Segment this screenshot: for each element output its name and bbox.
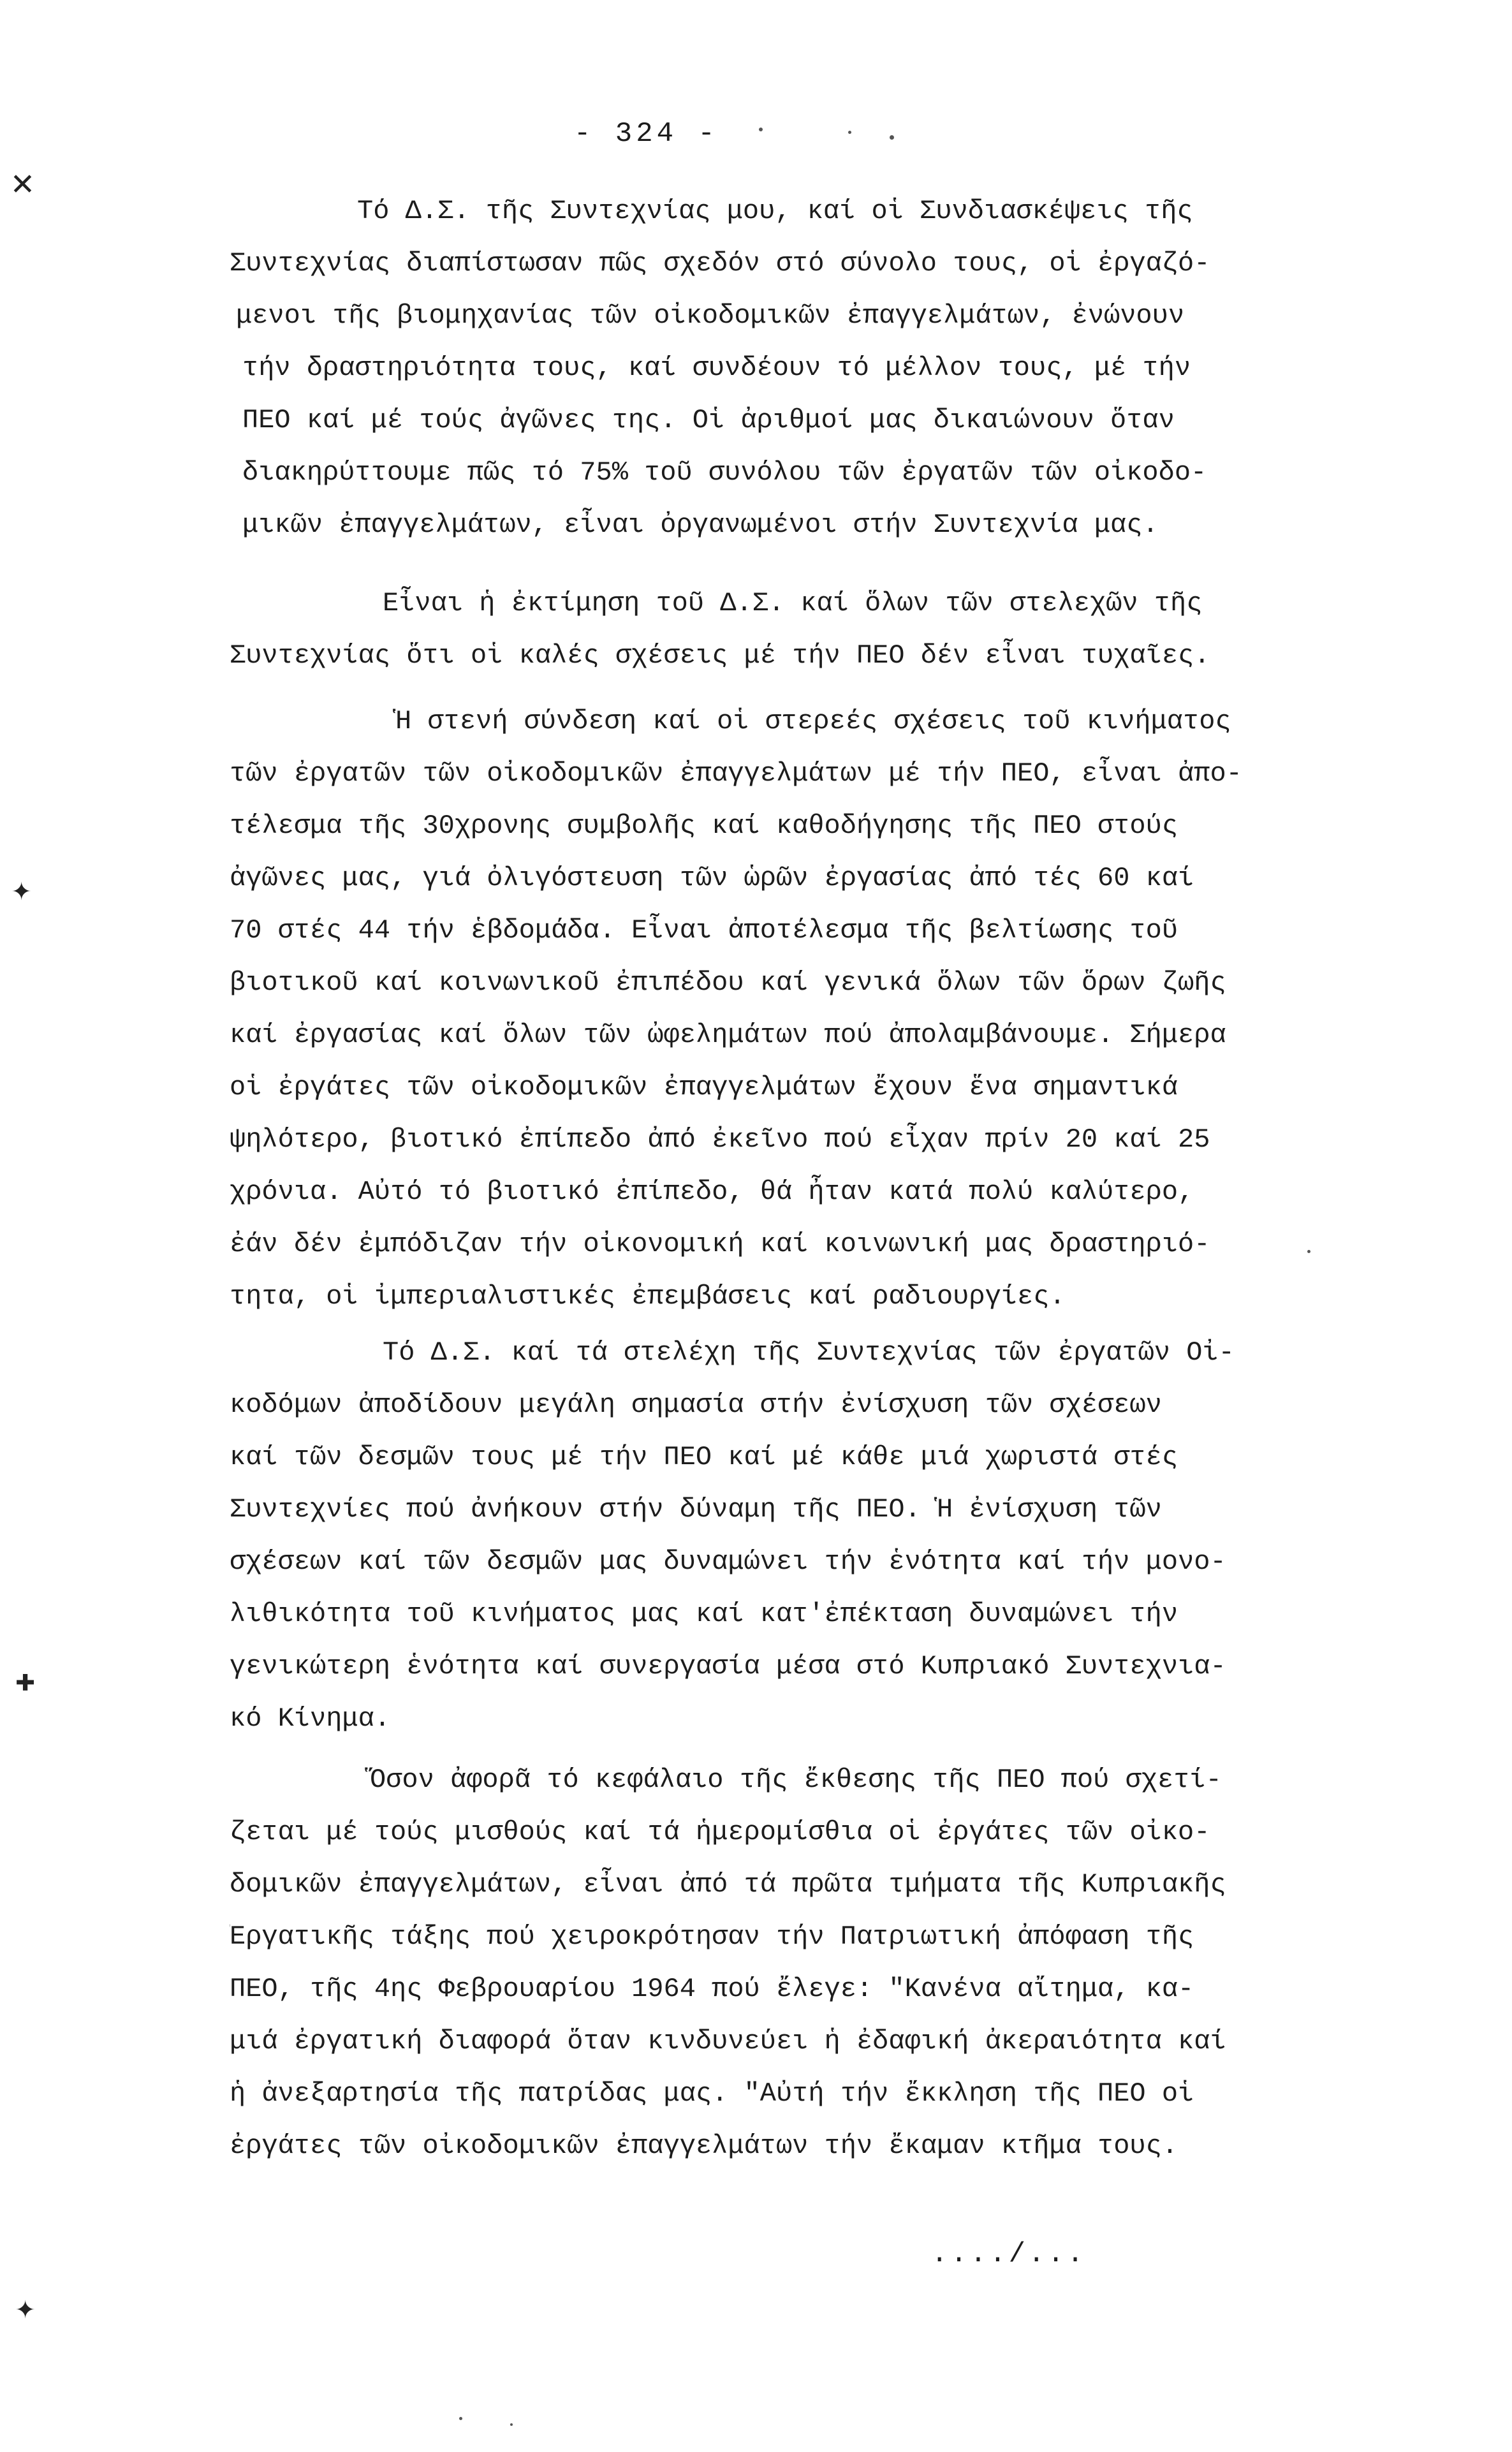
- scan-speck: [459, 2417, 462, 2420]
- text-line: ἐργάτες τῶν οἰκοδομικῶν ἐπαγγελμάτων τήν ἔκαμαν κτῆμα τους.: [230, 2131, 1178, 2161]
- text-line: Ἡ στενή σύνδεση καί οἱ στερεές σχέσεις τοῦ κινήματος: [395, 706, 1231, 737]
- paragraph-2: [230, 577, 1352, 682]
- text-line: μιά ἐργατική διαφορά ὅταν κινδυνεύει ἡ ἐδαφική ἀκεραιότητα καί: [230, 2026, 1226, 2057]
- continuation-mark: ..../...: [931, 2238, 1087, 2270]
- text-line: ψηλότερο, βιοτικό ἐπίπεδο ἀπό ἐκεῖνο πού εἶχαν πρίν 20 καί 25: [230, 1124, 1210, 1155]
- margin-punch-mark: ✚: [15, 1663, 36, 1701]
- paragraph-5: [230, 1754, 1352, 2172]
- paragraph-3: [230, 695, 1352, 1323]
- text-line: τῶν ἐργατῶν τῶν οἰκοδομικῶν ἐπαγγελμάτων μέ τήν ΠΕΟ, εἶναι ἀπο-: [230, 758, 1242, 789]
- text-line: ἐάν δέν ἐμπόδιζαν τήν οἰκονομική καί κοινωνική μας δραστηριό-: [230, 1229, 1210, 1259]
- text-line: σχέσεων καί τῶν δεσμῶν μας δυναμώνει τήν ἑνότητα καί τήν μονο-: [230, 1546, 1226, 1577]
- paragraph-4: [230, 1326, 1352, 1745]
- text-line: δομικῶν ἐπαγγελμάτων, εἶναι ἀπό τά πρῶτα τμήματα τῆς Κυπριακῆς: [230, 1869, 1226, 1900]
- text-line: Εἶναι ἡ ἐκτίμηση τοῦ Δ.Σ. καί ὅλων τῶν στελεχῶν τῆς: [383, 588, 1203, 619]
- scan-speck: [890, 135, 894, 140]
- text-line: χρόνια. Αὐτό τό βιοτικό ἐπίπεδο, θά ἦταν κατά πολύ καλύτερο,: [230, 1177, 1194, 1207]
- scan-speck: [1307, 1250, 1310, 1253]
- text-line: τήν δραστηριότητα τους, καί συνδέουν τό μέλλον τους, μέ τήν: [242, 353, 1191, 383]
- text-line: Τό Δ.Σ. καί τά στελέχη τῆς Συντεχνίας τῶν ἐργατῶν Οἰ-: [383, 1337, 1235, 1368]
- scan-speck: [510, 2423, 513, 2426]
- text-line: διακηρύττουμε πῶς τό 75% τοῦ συνόλου τῶν ἐργατῶν τῶν οἰκοδο-: [242, 457, 1207, 488]
- text-line: λιθικότητα τοῦ κινήματος μας καί κατ'ἐπέκταση δυναμώνει τήν: [230, 1599, 1178, 1629]
- text-line: Ἐργατικῆς τάξης πού χειροκρότησαν τήν Πατριωτική ἀπόφαση τῆς: [230, 1921, 1194, 1952]
- text-line: τητα, οἱ ἰμπεριαλιστικές ἐπεμβάσεις καί ραδιουργίες.: [230, 1281, 1066, 1312]
- text-line: Συντεχνίες πού ἀνήκουν στήν δύναμη τῆς ΠΕΟ. Ἡ ἐνίσχυση τῶν: [230, 1494, 1162, 1525]
- text-line: Συντεχνίας ὅτι οἱ καλές σχέσεις μέ τήν ΠΕΟ δέν εἶναι τυχαῖες.: [230, 640, 1210, 671]
- text-line: κοδόμων ἀποδίδουν μεγάλη σημασία στήν ἐνίσχυση τῶν σχέσεων: [230, 1390, 1162, 1420]
- margin-punch-mark: ✦: [15, 2291, 36, 2328]
- text-line: μενοι τῆς βιομηχανίας τῶν οἰκοδομικῶν ἐπαγγελμάτων, ἐνώνουν: [236, 300, 1185, 331]
- page-number: - 324 -: [574, 118, 719, 150]
- margin-punch-mark: ✦: [11, 872, 32, 910]
- text-line: τέλεσμα τῆς 30χρονης συμβολῆς καί καθοδήγησης τῆς ΠΕΟ στούς: [230, 811, 1178, 841]
- scan-speck: [848, 131, 851, 134]
- text-line: καί ἐργασίας καί ὅλων τῶν ὠφελημάτων πού ἀπολαμβάνουμε. Σήμερα: [230, 1020, 1226, 1050]
- text-line: ζεται μέ τούς μισθούς καί τά ἡμερομίσθια οἱ ἐργάτες τῶν οἰκο-: [230, 1817, 1210, 1847]
- text-line: ἡ ἀνεξαρτησία τῆς πατρίδας μας. "Αὐτή τήν ἔκκληση τῆς ΠΕΟ οἱ: [230, 2078, 1194, 2109]
- text-line: ἀγῶνες μας, γιά ὀλιγόστευση τῶν ὡρῶν ἐργασίας ἀπό τές 60 καί: [230, 863, 1194, 893]
- text-line: ΠΕΟ, τῆς 4ης Φεβρουαρίου 1964 πού ἔλεγε: "Κανένα αἴτημα, κα-: [230, 1974, 1194, 2004]
- text-line: κό Κίνημα.: [230, 1703, 391, 1734]
- text-line: καί τῶν δεσμῶν τους μέ τήν ΠΕΟ καί μέ κάθε μιά χωριστά στές: [230, 1442, 1178, 1472]
- paragraph-1: [230, 185, 1352, 551]
- text-line: γενικώτερη ἑνότητα καί συνεργασία μέσα στό Κυπριακό Συντεχνια-: [230, 1651, 1226, 1682]
- text-line: μικῶν ἐπαγγελμάτων, εἶναι ὀργανωμένοι στήν Συντεχνία μας.: [242, 510, 1159, 540]
- text-line: Ὅσον ἀφορᾶ τό κεφάλαιο τῆς ἔκθεσης τῆς ΠΕΟ πού σχετί-: [370, 1765, 1222, 1795]
- margin-cross-mark: ✕: [11, 165, 34, 206]
- text-line: ΠΕΟ καί μέ τούς ἀγῶνες της. Οἱ ἀριθμοί μας δικαιώνουν ὅταν: [242, 405, 1175, 436]
- text-line: βιοτικοῦ καί κοινωνικοῦ ἐπιπέδου καί γενικά ὅλων τῶν ὅρων ζωῆς: [230, 967, 1226, 998]
- text-line: Τό Δ.Σ. τῆς Συντεχνίας μου, καί οἱ Συνδιασκέψεις τῆς: [357, 196, 1193, 226]
- scan-speck: [759, 128, 763, 131]
- text-line: 70 στές 44 τήν ἑβδομάδα. Εἶναι ἀποτέλεσμα τῆς βελτίωσης τοῦ: [230, 915, 1178, 946]
- text-line: Συντεχνίας διαπίστωσαν πῶς σχεδόν στό σύνολο τους, οἱ ἐργαζό-: [230, 248, 1210, 279]
- text-line: οἱ ἐργάτες τῶν οἰκοδομικῶν ἐπαγγελμάτων ἔχουν ἕνα σημαντικά: [230, 1072, 1178, 1103]
